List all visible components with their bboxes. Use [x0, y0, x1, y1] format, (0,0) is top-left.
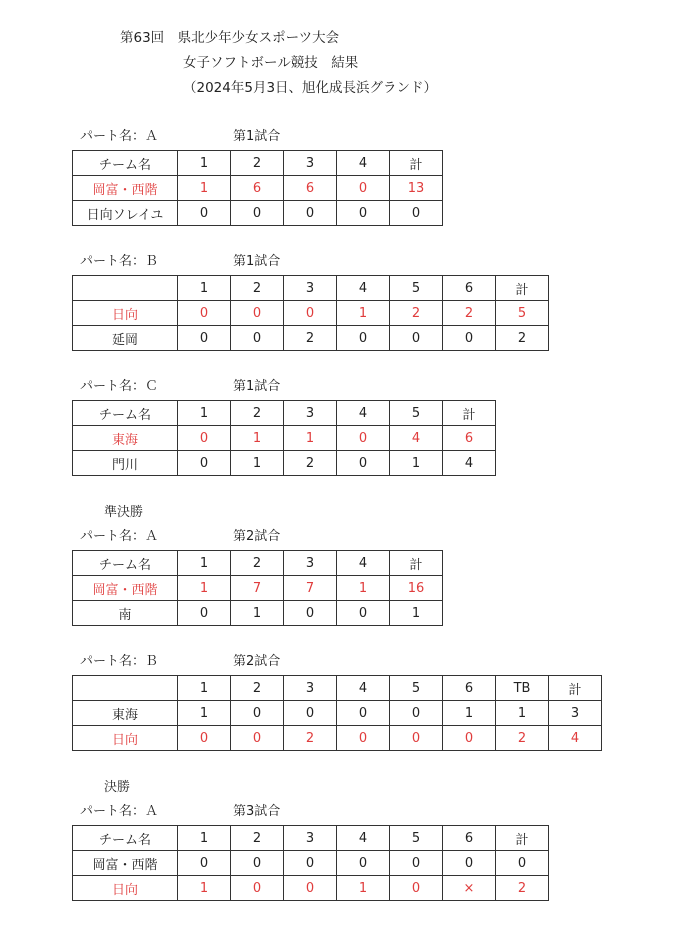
inning-score: 0	[231, 701, 284, 726]
total-score: 4	[549, 726, 602, 751]
event-title: 女子ソフトボール競技 結果	[183, 55, 359, 71]
inning-score: 2	[496, 726, 549, 751]
inning-score: 0	[443, 326, 496, 351]
game-label: 第2試合	[233, 529, 281, 544]
inning-score: 1	[231, 451, 284, 476]
game-label: 第1試合	[233, 254, 281, 269]
inning-score: 0	[284, 301, 337, 326]
part-label: パート名：Ａ	[80, 529, 159, 544]
inning-header: 4	[337, 551, 390, 576]
inning-header: 6	[443, 276, 496, 301]
inning-score: 2	[390, 301, 443, 326]
total-score: 1	[390, 601, 443, 626]
inning-score: 0	[337, 851, 390, 876]
inning-header: 5	[390, 276, 443, 301]
inning-header: 4	[337, 151, 390, 176]
inning-header: 2	[231, 826, 284, 851]
inning-score: 2	[284, 451, 337, 476]
inning-score: 0	[231, 301, 284, 326]
inning-header: 2	[231, 551, 284, 576]
part-label: パート名：Ａ	[80, 129, 159, 144]
total-score: 6	[443, 426, 496, 451]
inning-score: 0	[443, 851, 496, 876]
inning-header: 2	[231, 276, 284, 301]
inning-score: 0	[337, 326, 390, 351]
inning-header: 2	[231, 151, 284, 176]
game-label: 第1試合	[233, 129, 281, 144]
team-row	[73, 851, 549, 876]
header-row	[73, 151, 443, 176]
inning-score: 0	[284, 876, 337, 901]
inning-score: 6	[231, 176, 284, 201]
inning-header: 3	[284, 401, 337, 426]
team-name: 東海	[73, 701, 178, 726]
score-table	[72, 675, 602, 751]
inning-score: 4	[390, 426, 443, 451]
event-date-venue: （2024年5月3日、旭化成長浜グランド）	[183, 80, 438, 96]
inning-score: 2	[284, 726, 337, 751]
inning-header: 3	[284, 151, 337, 176]
inning-score: 1	[496, 701, 549, 726]
inning-header: 4	[337, 676, 390, 701]
inning-score: 1	[284, 426, 337, 451]
inning-score: 0	[284, 701, 337, 726]
inning-header: 3	[284, 826, 337, 851]
inning-score: 0	[178, 426, 231, 451]
inning-score: 1	[178, 876, 231, 901]
inning-score: 1	[337, 301, 390, 326]
inning-header: 計	[496, 276, 549, 301]
header-row	[73, 551, 443, 576]
team-column-header	[73, 676, 178, 701]
inning-header: 5	[390, 826, 443, 851]
winner-row	[73, 726, 602, 751]
inning-score: 0	[337, 201, 390, 226]
inning-header: 3	[284, 676, 337, 701]
inning-score: 0	[231, 851, 284, 876]
part-label: パート名：Ｃ	[80, 379, 159, 394]
header-row	[73, 826, 549, 851]
game-label: 第2試合	[233, 654, 281, 669]
inning-score: 1	[337, 576, 390, 601]
winner-row	[73, 176, 443, 201]
inning-header: 2	[231, 401, 284, 426]
inning-score: 7	[231, 576, 284, 601]
game-label: 第3試合	[233, 804, 281, 819]
total-score: 13	[390, 176, 443, 201]
inning-header: 1	[178, 401, 231, 426]
inning-score: 0	[390, 876, 443, 901]
inning-score: 0	[178, 726, 231, 751]
inning-header: 3	[284, 276, 337, 301]
inning-score: ×	[443, 876, 496, 901]
winner-row	[73, 576, 443, 601]
team-name: 岡富・西階	[73, 851, 178, 876]
inning-score: 7	[284, 576, 337, 601]
inning-score: 0	[284, 851, 337, 876]
inning-score: 0	[178, 601, 231, 626]
inning-header: 1	[178, 826, 231, 851]
team-name: 日向	[73, 301, 178, 326]
header-row	[73, 276, 549, 301]
winner-row	[73, 876, 549, 901]
inning-score: 0	[390, 326, 443, 351]
inning-header: 2	[231, 676, 284, 701]
team-name: 門川	[73, 451, 178, 476]
inning-header: 計	[549, 676, 602, 701]
inning-score: 0	[231, 876, 284, 901]
inning-header: 計	[496, 826, 549, 851]
inning-score: 0	[178, 851, 231, 876]
score-table	[72, 275, 549, 351]
inning-score: 0	[178, 451, 231, 476]
inning-score: 1	[178, 701, 231, 726]
team-column-header: チーム名	[73, 551, 178, 576]
inning-score: 1	[443, 701, 496, 726]
team-name: 東海	[73, 426, 178, 451]
inning-score: 2	[443, 301, 496, 326]
team-row	[73, 326, 549, 351]
team-name: 延岡	[73, 326, 178, 351]
inning-score: 6	[284, 176, 337, 201]
inning-score: 0	[231, 726, 284, 751]
team-column-header: チーム名	[73, 401, 178, 426]
score-table	[72, 550, 443, 626]
inning-score: 0	[337, 601, 390, 626]
inning-header: 4	[337, 826, 390, 851]
inning-score: 2	[284, 326, 337, 351]
total-score: 16	[390, 576, 443, 601]
team-column-header	[73, 276, 178, 301]
team-name: 岡富・西階	[73, 176, 178, 201]
total-score: 5	[496, 301, 549, 326]
inning-score: 0	[337, 701, 390, 726]
team-column-header: チーム名	[73, 151, 178, 176]
winner-row	[73, 301, 549, 326]
total-score: 0	[390, 201, 443, 226]
game-label: 第1試合	[233, 379, 281, 394]
team-name: 岡富・西階	[73, 576, 178, 601]
tournament-title: 第63回 県北少年少女スポーツ大会	[120, 30, 340, 46]
inning-header: 4	[337, 401, 390, 426]
part-label: パート名：Ａ	[80, 804, 159, 819]
inning-header: 5	[390, 676, 443, 701]
winner-row	[73, 426, 496, 451]
inning-score: 0	[443, 726, 496, 751]
header-row	[73, 676, 602, 701]
inning-score: 0	[337, 176, 390, 201]
round-heading: 準決勝	[104, 505, 144, 520]
inning-header: 5	[390, 401, 443, 426]
inning-score: 1	[390, 451, 443, 476]
inning-score: 1	[231, 426, 284, 451]
inning-score: 0	[390, 726, 443, 751]
score-table	[72, 825, 549, 901]
inning-score: 1	[178, 576, 231, 601]
inning-score: 0	[337, 451, 390, 476]
inning-header: 6	[443, 676, 496, 701]
total-score: 2	[496, 326, 549, 351]
part-label: パート名：Ｂ	[80, 254, 159, 269]
inning-score: 0	[284, 601, 337, 626]
inning-score: 1	[231, 601, 284, 626]
team-name: 南	[73, 601, 178, 626]
score-table	[72, 150, 443, 226]
team-row	[73, 451, 496, 476]
inning-score: 0	[284, 201, 337, 226]
inning-header: 計	[390, 151, 443, 176]
team-name: 日向	[73, 726, 178, 751]
inning-header: 計	[390, 551, 443, 576]
team-column-header: チーム名	[73, 826, 178, 851]
inning-score: 0	[231, 201, 284, 226]
inning-score: 0	[337, 426, 390, 451]
inning-score: 0	[390, 701, 443, 726]
inning-header: 1	[178, 676, 231, 701]
inning-header: 3	[284, 551, 337, 576]
inning-header: 6	[443, 826, 496, 851]
team-row	[73, 201, 443, 226]
inning-header: 1	[178, 151, 231, 176]
total-score: 2	[496, 876, 549, 901]
score-table	[72, 400, 496, 476]
round-heading: 決勝	[104, 780, 131, 795]
inning-score: 0	[178, 326, 231, 351]
team-name: 日向ソレイユ	[73, 201, 178, 226]
header-row	[73, 401, 496, 426]
team-row	[73, 601, 443, 626]
inning-score: 0	[390, 851, 443, 876]
inning-score: 0	[231, 326, 284, 351]
inning-score: 1	[337, 876, 390, 901]
inning-score: 1	[178, 176, 231, 201]
inning-header: TB	[496, 676, 549, 701]
total-score: 3	[549, 701, 602, 726]
team-row	[73, 701, 602, 726]
inning-header: 1	[178, 276, 231, 301]
inning-score: 0	[178, 201, 231, 226]
inning-score: 0	[337, 726, 390, 751]
inning-header: 4	[337, 276, 390, 301]
part-label: パート名：Ｂ	[80, 654, 159, 669]
inning-header: 計	[443, 401, 496, 426]
team-name: 日向	[73, 876, 178, 901]
total-score: 4	[443, 451, 496, 476]
inning-score: 0	[178, 301, 231, 326]
inning-header: 1	[178, 551, 231, 576]
total-score: 0	[496, 851, 549, 876]
